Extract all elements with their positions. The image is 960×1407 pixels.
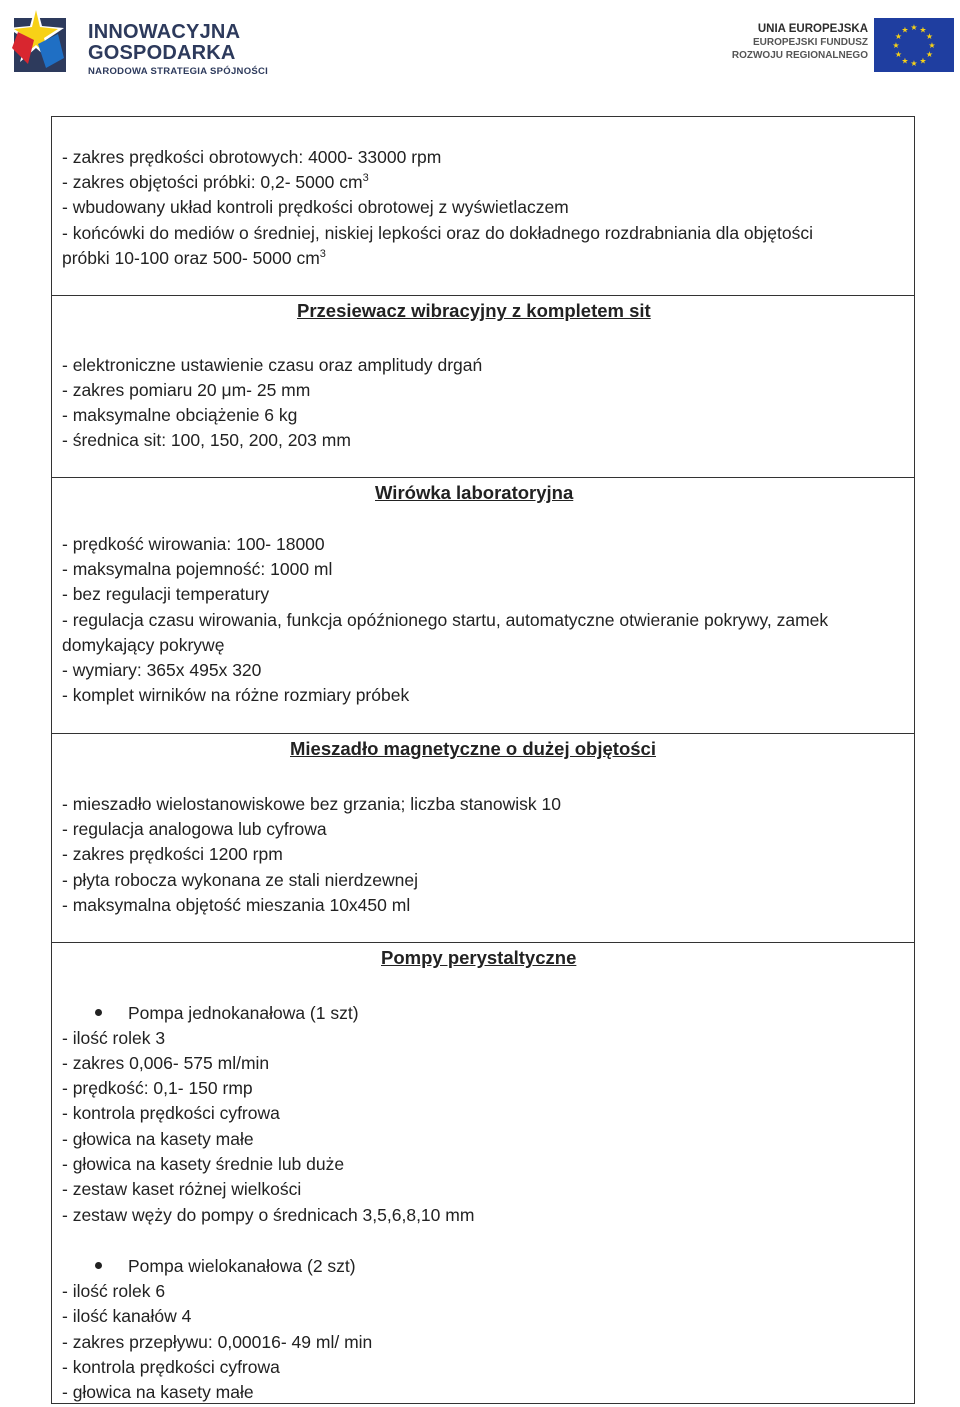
- bullet-item: Pompa wielokanałowa (2 szt): [128, 1256, 356, 1276]
- spec-line: - regulacja czasu wirowania, funkcja opóźnionego startu, automatyczne otwieranie pokrywy, zamek: [62, 610, 829, 630]
- svg-text:★: ★: [925, 32, 934, 41]
- spec-line: - bez regulacji temperatury: [62, 584, 270, 604]
- spec-line: - ilość rolek 3: [62, 1028, 166, 1048]
- eu-flag-icon: [874, 18, 954, 72]
- spec-line: - zestaw węży do pompy o średnicach 3,5,6,8,10 mm: [62, 1205, 475, 1225]
- row-divider: [51, 477, 915, 478]
- bullet-icon: [95, 1262, 102, 1269]
- spec-line: - zestaw kaset różnej wielkości: [62, 1179, 302, 1199]
- spec-line: - zakres 0,006- 575 ml/min: [62, 1053, 270, 1073]
- spec-line: - prędkość: 0,1- 150 rmp: [62, 1078, 253, 1098]
- spec-line: - zakres prędkości 1200 rpm: [62, 844, 283, 864]
- spec-line: - kontrola prędkości cyfrowa: [62, 1103, 280, 1123]
- spec-line: - średnica sit: 100, 150, 200, 203 mm: [62, 430, 351, 450]
- star-mark-icon: [8, 4, 76, 82]
- svg-text:★: ★: [894, 50, 903, 59]
- logo-title: INNOWACYJNA GOSPODARKA: [88, 21, 241, 64]
- spec-line: - końcówki do mediów o średniej, niskiej lepkości oraz do dokładnego rozdrabniania dla objętości: [62, 223, 813, 243]
- svg-text:★: ★: [910, 23, 918, 32]
- spec-line: - ilość kanałów 4: [62, 1306, 192, 1326]
- eu-fund-logo: [714, 14, 954, 74]
- spec-line: - płyta robocza wykonana ze stali nierdzewnej: [62, 870, 419, 890]
- svg-text:★: ★: [892, 41, 900, 50]
- spec-line: - głowica na kasety średnie lub duże: [62, 1154, 345, 1174]
- spec-line: - wymiary: 365x 495x 320: [62, 660, 262, 680]
- spec-line: - zakres przepływu: 0,00016- 49 ml/ min: [62, 1332, 373, 1352]
- spec-line: - elektroniczne ustawienie czasu oraz amplitudy drgań: [62, 355, 483, 375]
- spec-line: - zakres prędkości obrotowych: 4000- 33000 rpm: [62, 147, 442, 167]
- svg-text:★: ★: [919, 25, 927, 35]
- svg-text:★: ★: [910, 59, 918, 68]
- spec-line: - maksymalna objętość mieszania 10x450 ml: [62, 895, 411, 915]
- svg-text:★: ★: [894, 32, 903, 41]
- spec-line: - wbudowany układ kontroli prędkości obrotowej z wyświetlaczem: [62, 197, 569, 217]
- row-divider: [51, 295, 915, 296]
- section-title: Pompy perystaltyczne: [381, 947, 577, 968]
- spec-line: - maksymalne obciążenie 6 kg: [62, 405, 298, 425]
- spec-line: - głowica na kasety małe: [62, 1382, 254, 1402]
- row-divider: [51, 733, 915, 734]
- spec-line: - głowica na kasety małe: [62, 1129, 254, 1149]
- bullet-icon: [95, 1009, 102, 1016]
- spec-line: - ilość rolek 6: [62, 1281, 166, 1301]
- section-title: Wirówka laboratoryjna: [375, 482, 574, 503]
- bullet-item: Pompa jednokanałowa (1 szt): [128, 1003, 359, 1023]
- row-divider: [51, 942, 915, 943]
- svg-text:★: ★: [901, 56, 909, 66]
- spec-line: - zakres objętości próbki: 0,2- 5000 $cm^3$: [62, 172, 369, 192]
- eu-logo-text: UNIA EUROPEJSKA EUROPEJSKI FUNDUSZ ROZWOJU REGIONALNEGO: [731, 23, 868, 61]
- spec-line: - kontrola prędkości cyfrowa: [62, 1357, 280, 1377]
- spec-line: - zakres pomiaru 20 μm- 25 mm: [62, 380, 311, 400]
- spec-line: - mieszadło wielostanowiskowe bez grzania; liczba stanowisk 10: [62, 794, 561, 814]
- logo-subtitle: NARODOWA STRATEGIA SPÓJNOŚCI: [88, 66, 269, 77]
- svg-text:★: ★: [919, 56, 927, 66]
- innowacyjna-gospodarka-logo: [8, 4, 278, 84]
- spec-line: próbki 10-100 oraz 500- 5000 $cm^3$: [62, 248, 326, 268]
- svg-text:★: ★: [925, 50, 934, 59]
- spec-line: - maksymalna pojemność: 1000 ml: [62, 559, 333, 579]
- svg-text:★: ★: [928, 41, 936, 50]
- section-title: Mieszadło magnetyczne o dużej objętości: [290, 738, 656, 759]
- spec-line: - regulacja analogowa lub cyfrowa: [62, 819, 327, 839]
- section-title: Przesiewacz wibracyjny z kompletem sit: [297, 300, 651, 321]
- spec-line: - komplet wirników na różne rozmiary próbek: [62, 685, 410, 705]
- spec-line: domykający pokrywę: [62, 635, 225, 655]
- spec-line: - prędkość wirowania: 100- 18000: [62, 534, 325, 554]
- svg-text:★: ★: [901, 25, 909, 35]
